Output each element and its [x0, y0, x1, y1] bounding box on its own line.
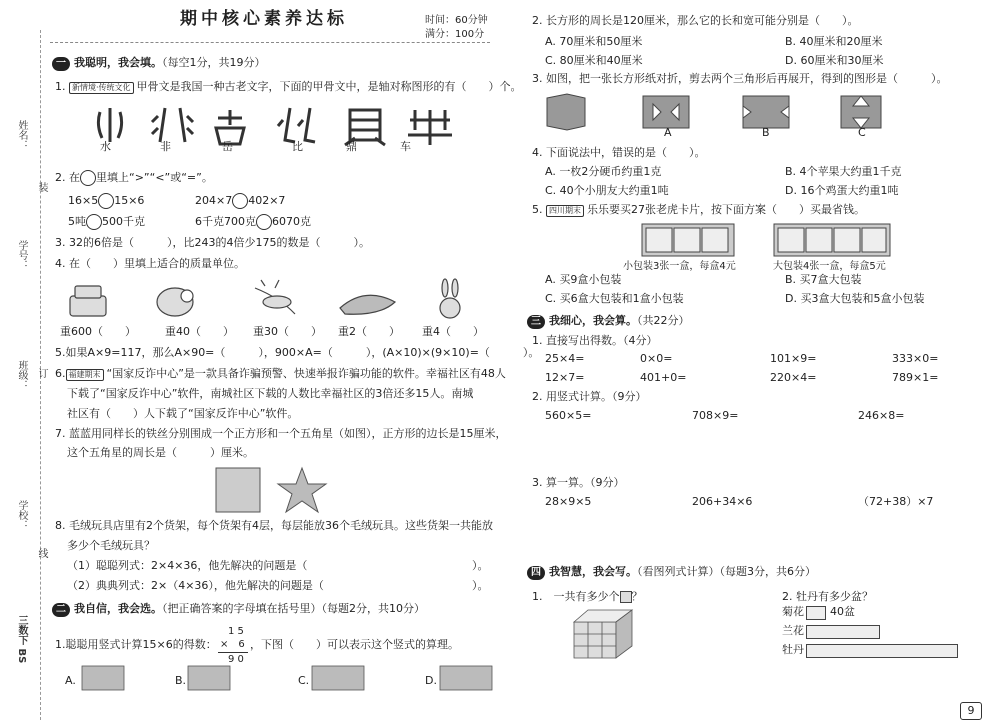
choice-5	[532, 203, 865, 217]
compare-left: 6千克700克	[195, 215, 256, 228]
question-8-part2: （2）典典列式：2×（4×36），他先解决的问题是（	[67, 579, 324, 592]
compare-item	[195, 193, 285, 209]
question-text: 1.聪聪用竖式计算15×6的得数：	[55, 638, 217, 651]
choice-1	[55, 638, 217, 652]
vertical-calc-row: 1 5	[228, 626, 244, 637]
compare-item	[68, 214, 145, 230]
question-number: 1.	[55, 80, 66, 93]
question-1	[55, 80, 522, 94]
vertical-calc-row: × 6	[220, 639, 245, 650]
section-badge: 四	[527, 566, 545, 580]
class-label: 班级：	[16, 360, 27, 390]
choice-4: 4. 下面说法中，错误的是（ ）。	[532, 146, 706, 159]
word-problem-2: 2. 牡丹有多少盆？	[782, 590, 873, 603]
section-title: 我聪明，我会填。	[74, 56, 162, 69]
expression-item: 206+34×6	[692, 495, 753, 508]
option[interactable]: C. 80厘米和40厘米	[545, 54, 643, 67]
bar-label: 菊花	[782, 605, 804, 618]
option-label[interactable]: D.	[425, 674, 437, 687]
oral-item: 101×9=	[770, 352, 817, 365]
compare-left: 5吨	[68, 215, 86, 228]
glyph-caption: 比	[292, 140, 303, 153]
section-badge: 一	[52, 57, 70, 71]
question-6-line: 下载了“国家反诈中心”软件，南城社区下载的人数比幸福社区的3倍还多15人。南城	[67, 387, 474, 400]
page-title: 期中核心素养达标	[180, 9, 348, 29]
option[interactable]: B. 40厘米和20厘米	[785, 35, 883, 48]
folded-paper-figures	[545, 92, 885, 132]
option[interactable]: A. 一枚2分硬币约重1克	[545, 165, 662, 178]
time-label: 时间：60分钟	[425, 15, 488, 26]
question-2	[55, 170, 213, 186]
question-text: 乐乐要买27张老虎卡片，按下面方案（ ）买最省钱。	[587, 203, 865, 216]
compare-left: 204×7	[195, 194, 233, 207]
compare-right: 6070克	[272, 215, 311, 228]
choice-2: 2. 长方形的周长是120厘米，那么它的长和宽可能分别是（ ）。	[532, 14, 859, 27]
question-8: 8. 毛绒玩具店里有2个货架，每个货架有4层，每层能放36个毛绒玩具。这些货架一共能放	[55, 519, 493, 532]
oracle-glyphs-image	[90, 100, 490, 150]
column-calc-item: 560×5=	[545, 409, 592, 422]
school-label: 学校：	[16, 500, 27, 530]
section-title: 我自信，我会选。	[74, 602, 162, 615]
question-text: 甲骨文是我国一种古老文字，下面的甲骨文中，是轴对称图形的有（ ）个。	[136, 80, 522, 93]
weight-label: 重600（ ）	[60, 325, 136, 338]
compare-right: 500千克	[102, 215, 145, 228]
question-5: 5.如果A×9=117，那么A×90=（ ），900×A=（ ），(A×10)×(9×10)=（ ）。	[55, 346, 540, 359]
oral-item: 401+0=	[640, 371, 687, 384]
big-pack-label: 大包装4张一盒，每盒5元	[773, 261, 886, 272]
calc-3: 3. 算一算。（9分）	[532, 476, 625, 489]
seal-char: 订	[36, 368, 47, 378]
weight-label: 重40（ ）	[165, 325, 234, 338]
bar-label: 兰花	[782, 624, 804, 637]
oral-item: 220×4=	[770, 371, 817, 384]
bar-label: 牡丹	[782, 643, 804, 656]
glyph-caption: 水	[100, 140, 111, 153]
question-number: 5.	[532, 203, 543, 216]
header-rule	[50, 42, 490, 43]
question-number: 6.	[55, 367, 66, 380]
calc-1: 1. 直接写出得数。（4分）	[532, 334, 658, 347]
option[interactable]: D. 16个鸡蛋大约重1吨	[785, 184, 899, 197]
option[interactable]: A	[664, 126, 672, 139]
choice-3: 3. 如图，把一张长方形纸对折，剪去两个三角形后再展开，得到的图形是（ ）。	[532, 72, 948, 85]
oral-item: 12×7=	[545, 371, 585, 384]
student-id-label: 学号：	[16, 240, 27, 270]
option-label[interactable]: B.	[175, 674, 187, 687]
peony-bar	[806, 644, 958, 658]
bar-value: 40盆	[830, 605, 855, 618]
chrysanthemum-bar	[806, 606, 826, 620]
grid-options-image	[80, 664, 500, 696]
question-tag: 福建期末	[66, 369, 104, 381]
glyph-caption: 鼎	[346, 140, 357, 153]
option[interactable]: B. 买7盒大包装	[785, 273, 862, 286]
oral-item: 333×0=	[892, 352, 939, 365]
question-8-close: ）。	[472, 579, 489, 592]
oral-item: 0×0=	[640, 352, 673, 365]
question-text: 1. 一共有多少个	[532, 590, 620, 603]
oral-item: 789×1=	[892, 371, 939, 384]
answer-circle[interactable]	[256, 214, 272, 230]
word-problem-1	[532, 590, 643, 604]
glyph-caption: 车	[400, 140, 411, 153]
calc-2: 2. 用竖式计算。（9分）	[532, 390, 647, 403]
question-text: ，下图（ ）可以表示这个竖式的算理。	[250, 638, 459, 651]
option[interactable]: D. 买3盒大包装和5盒小包装	[785, 292, 925, 305]
seal-char: 装	[36, 182, 47, 192]
option-label[interactable]: A.	[65, 674, 76, 687]
answer-circle[interactable]	[232, 193, 248, 209]
option[interactable]: A. 买9盒小包装	[545, 273, 622, 286]
section-title: 我细心，我会算。	[549, 314, 637, 327]
section-4-header	[527, 565, 816, 580]
answer-circle[interactable]	[98, 193, 114, 209]
tiger-card-packs	[640, 220, 900, 260]
expression-item: （72+38）×7	[858, 495, 934, 508]
cube-icon	[620, 591, 632, 603]
compare-left: 16×5	[68, 194, 99, 207]
answer-circle[interactable]	[80, 170, 96, 186]
section-note: （每空1分，共19分）	[162, 56, 266, 69]
compare-item	[68, 193, 144, 209]
glyph-caption: 岳	[222, 140, 233, 153]
question-text: 里填上“>”“<”或“=”。	[96, 171, 213, 184]
small-pack-label: 小包装3张一盒，每盒4元	[623, 261, 736, 272]
weight-label: 重30（ ）	[253, 325, 322, 338]
question-text: 在	[69, 171, 80, 184]
oral-item: 25×4=	[545, 352, 585, 365]
question-text: “国家反诈中心”是一款具备诈骗预警、快速举报诈骗功能的软件。幸福社区有48人	[106, 367, 506, 380]
compare-right: 15×6	[114, 194, 145, 207]
weight-label: 重4（ ）	[422, 325, 484, 338]
question-8-line: 多少个毛绒玩具？	[67, 539, 155, 552]
weight-label: 重2（ ）	[338, 325, 400, 338]
orchid-bar	[806, 625, 880, 639]
section-2-header	[52, 602, 425, 617]
option[interactable]: D. 60厘米和30厘米	[785, 54, 884, 67]
section-1-header	[52, 56, 266, 71]
option[interactable]: B	[762, 126, 770, 139]
page-number: 9	[960, 702, 982, 720]
section-note: （看图列式计算）（每题3分，共6分）	[637, 565, 816, 578]
question-text: ？	[631, 590, 643, 603]
question-8-close: ）。	[472, 559, 489, 572]
option-label[interactable]: C.	[298, 674, 310, 687]
section-note: （把正确答案的字母填在括号里）（每题2分，共10分）	[162, 602, 425, 615]
square-star-figure	[212, 466, 332, 514]
seal-char: 线	[36, 548, 47, 558]
question-6-line: 社区有（ ）人下载了“国家反诈中心”软件。	[67, 407, 299, 420]
option[interactable]: C. 40个小朋友大约重1吨	[545, 184, 669, 197]
name-label: 姓名：	[16, 120, 27, 150]
section-title: 我智慧，我会写。	[549, 565, 637, 578]
glyph-caption: 非	[160, 140, 171, 153]
expression-item: 28×9×5	[545, 495, 592, 508]
answer-circle[interactable]	[86, 214, 102, 230]
compare-item	[195, 214, 311, 230]
section-badge: 二	[52, 603, 70, 617]
question-tag: 新情境·传统文化	[69, 82, 134, 94]
option[interactable]: C. 买6盒大包装和1盒小包装	[545, 292, 684, 305]
grade-label: 三数下 BS	[16, 615, 27, 664]
question-8-part1: （1）聪聪列式：2×4×36，他先解决的问题是（	[67, 559, 308, 572]
question-3: 3. 32的6倍是（ ），比243的4倍少175的数是（ ）。	[55, 236, 370, 249]
option[interactable]: C	[858, 126, 866, 139]
option[interactable]: B. 4个苹果大约重1千克	[785, 165, 902, 178]
question-6	[55, 367, 506, 381]
score-label: 满分：100分	[425, 29, 485, 40]
section-note: （共22分）	[637, 314, 690, 327]
option[interactable]: A. 70厘米和50厘米	[545, 35, 643, 48]
question-4: 4. 在（ ）里填上适合的质量单位。	[55, 257, 245, 270]
question-7-line: 这个五角星的周长是（ ）厘米。	[67, 446, 254, 459]
cube-stack-figure	[570, 606, 640, 660]
column-calc-item: 246×8=	[858, 409, 905, 422]
question-7: 7. 蓝蓝用同样长的铁丝分别围成一个正方形和一个五角星（如图），正方形的边长是15厘米，	[55, 427, 507, 440]
question-number: 2.	[55, 171, 66, 184]
section-3-header	[527, 314, 690, 329]
weights-pictures	[65, 278, 475, 322]
column-calc-item: 708×9=	[692, 409, 739, 422]
question-tag: 四川期末	[546, 205, 584, 217]
section-badge: 三	[527, 315, 545, 329]
vertical-calc-row: 9 0	[228, 654, 244, 665]
compare-right: 402×7	[248, 194, 286, 207]
